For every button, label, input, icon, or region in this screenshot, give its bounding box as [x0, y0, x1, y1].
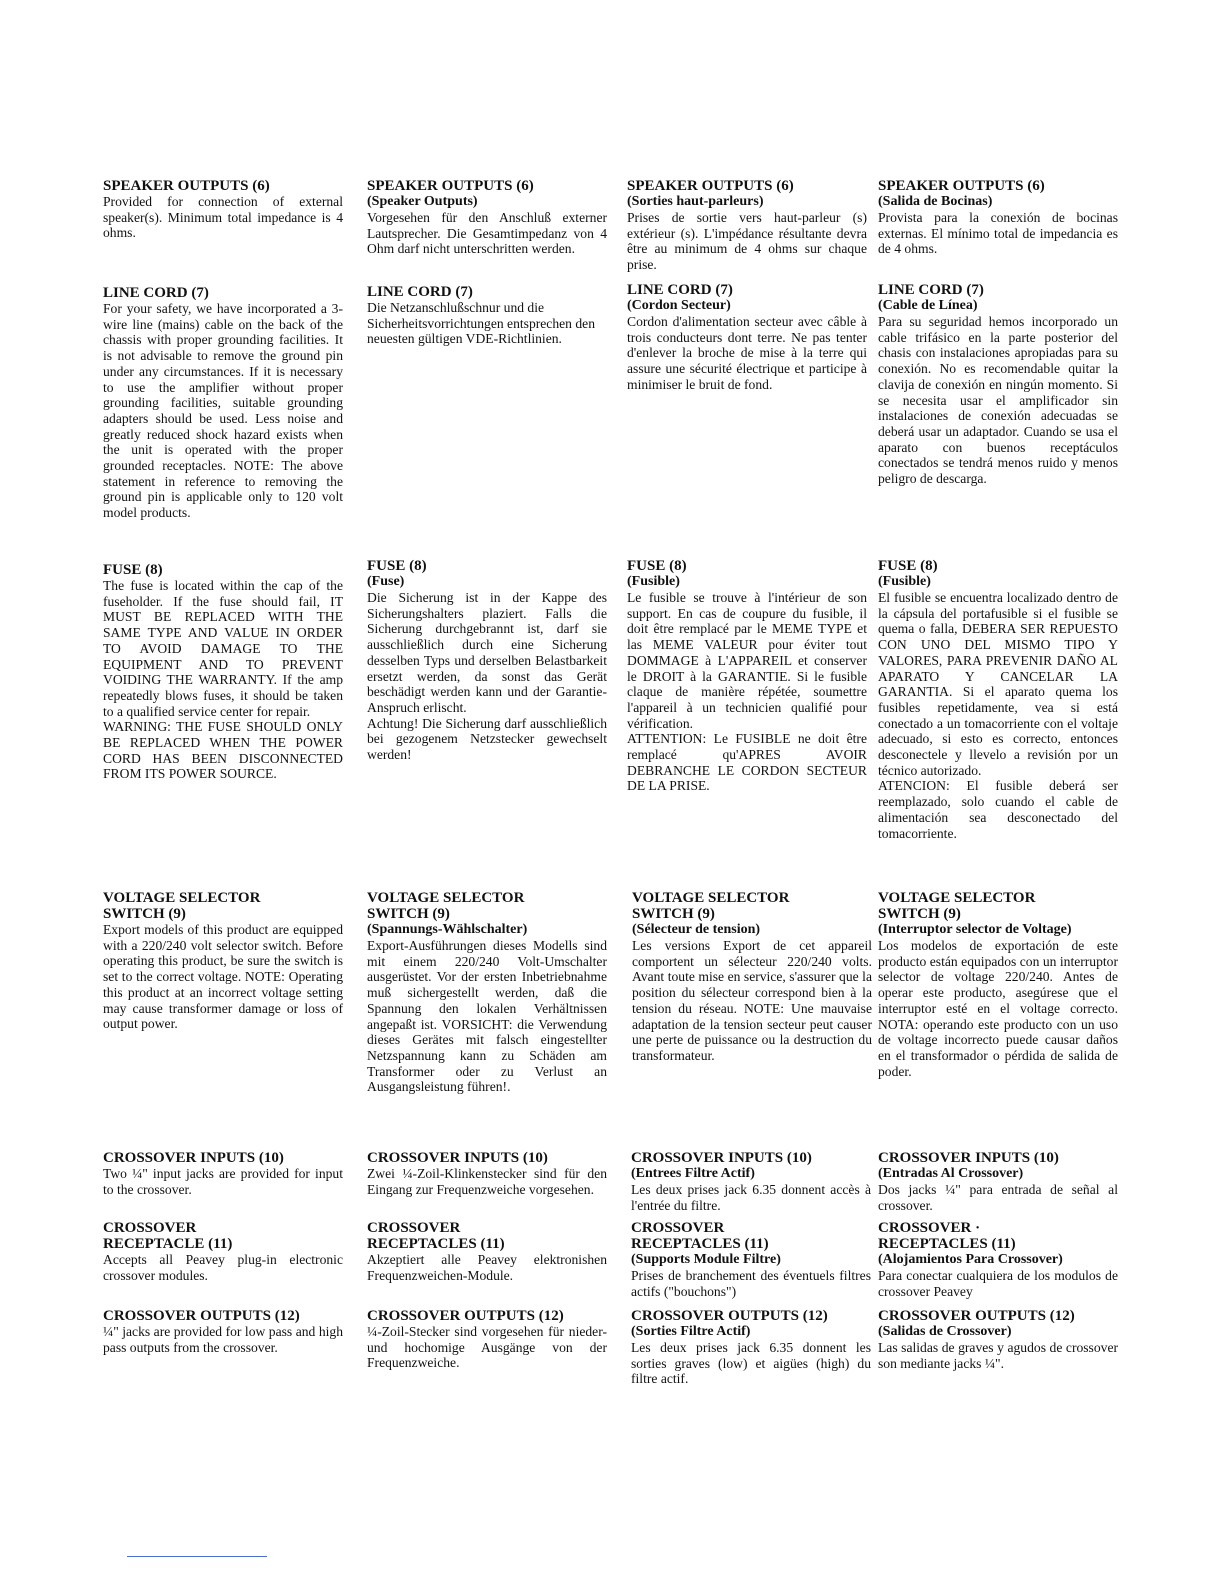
section-title: FUSE (8) [627, 558, 687, 574]
section-title-line2: RECEPTACLES (11) [878, 1236, 1016, 1252]
line-cord-section [103, 285, 343, 521]
section-title-line2: RECEPTACLES (11) [631, 1236, 769, 1252]
section-title-line2: RECEPTACLE (11) [103, 1236, 233, 1252]
section-body: Prises de branchement des éventuels filtres actifs ("bouchons") [631, 1268, 871, 1299]
voltage-selector-section [367, 890, 607, 1095]
section-title: CROSSOVER OUTPUTS (12) [103, 1308, 300, 1324]
section-title: CROSSOVER OUTPUTS (12) [878, 1308, 1075, 1324]
section-body: Export models of this product are equipped with a 220/240 volt selector switch. Before operating this product, be sure the switch is set to the correct voltage. NOTE: Operating this product at an incorrect voltage setting may cause transformer damage or loss of output power. [103, 922, 343, 1032]
section-title-line1: VOLTAGE SELECTOR [632, 890, 790, 906]
section-body: Les deux prises jack 6.35 donnent les sorties graves (low) et aigües (high) du filtre actif. [631, 1340, 871, 1387]
section-title-line2: SWITCH (9) [632, 906, 715, 922]
section-body: Las salidas de graves y agudos de crossover son mediante jacks ¼". [878, 1340, 1118, 1371]
voltage-selector-section [632, 890, 872, 1064]
section-title: FUSE (8) [103, 562, 163, 578]
section-body: Los modelos de exportación de este producto están equipados con un interruptor selector de voltage 220/240. Antes de operar este producto, asegúrese que el interruptor esté en el voltage correcto. NOTA: operando este producto con un uso de voltage incorrecto puede causar daños en el transformador o pérdida de salida de poder. [878, 938, 1118, 1079]
section-title: LINE CORD (7) [627, 282, 733, 298]
section-title: FUSE (8) [878, 558, 938, 574]
section-subtitle: (Entrees Filtre Actif) [631, 1166, 755, 1181]
section-body: Export-Ausführungen dieses Modells sind mit einem 220/240 Volt-Umschalter ausgerüstet. Vor der ersten Inbetriebnahme muß sichergestellt werden, daß die Spannung den lokalen Verhältnissen angepaßt ist. VORSICHT: die Verwendung dieses Gerätes mit falsch eingestellter Netzspannung kann zu Schäden am Transformer oder zu Verlust an Ausgangsleistung führen!. [367, 938, 607, 1095]
section-body: ¼-Zoil-Stecker sind vorgesehen für nieder- und hochomige Ausgänge von der Frequenzweiche. [367, 1324, 607, 1371]
section-subtitle: (Fuse) [367, 574, 405, 589]
section-body: Dos jacks ¼" para entrada de señal al crossover. [878, 1182, 1118, 1213]
section-subtitle: (Fusible) [878, 574, 931, 589]
line-cord-section [627, 282, 867, 393]
crossover-inputs-section [878, 1150, 1118, 1213]
section-title: SPEAKER OUTPUTS (6) [627, 178, 794, 194]
section-title-line1: VOLTAGE SELECTOR [367, 890, 525, 906]
section-body: Prises de sortie vers haut-parleur (s) extérieur (s). L'impédance résultante devra être au minimum de 4 ohms sur chaque prise. [627, 210, 867, 273]
section-subtitle: (Entradas Al Crossover) [878, 1166, 1024, 1181]
section-subtitle: (Salidas de Crossover) [878, 1324, 1012, 1339]
section-body: Two ¼" input jacks are provided for input to the crossover. [103, 1166, 343, 1197]
crossover-receptacle-section [878, 1220, 1118, 1299]
section-title-line1: VOLTAGE SELECTOR [103, 890, 261, 906]
crossover-receptacle-section [103, 1220, 343, 1283]
section-title-line1: CROSSOVER · [878, 1220, 981, 1236]
crossover-receptacle-section [631, 1220, 871, 1299]
section-body: ¼" jacks are provided for low pass and high pass outputs from the crossover. [103, 1324, 343, 1355]
section-title: FUSE (8) [367, 558, 427, 574]
section-title: SPEAKER OUTPUTS (6) [367, 178, 534, 194]
section-body: Die Netzanschlußschnur und die Sicherheitsvorrichtungen entsprechen den neuesten gültigen VDE-Richtlinien. [367, 300, 595, 347]
section-subtitle: (Salida de Bocinas) [878, 194, 993, 209]
section-title-line1: CROSSOVER [103, 1220, 197, 1236]
section-subtitle: (Fusible) [627, 574, 680, 589]
voltage-selector-section [878, 890, 1118, 1079]
footer-divider [127, 1556, 267, 1557]
section-subtitle: (Sorties haut-parleurs) [627, 194, 764, 209]
section-title: CROSSOVER INPUTS (10) [367, 1150, 548, 1166]
crossover-outputs-section [103, 1308, 343, 1355]
line-cord-section [878, 282, 1118, 487]
section-title: CROSSOVER OUTPUTS (12) [367, 1308, 564, 1324]
crossover-inputs-section [103, 1150, 343, 1197]
speaker-outputs-section [627, 178, 867, 273]
crossover-outputs-section [631, 1308, 871, 1387]
section-subtitle: (Interruptor selector de Voltage) [878, 922, 1072, 937]
voltage-selector-section [103, 890, 343, 1032]
line-cord-section [367, 284, 607, 347]
section-body: Provista para la conexión de bocinas externas. El mínimo total de impedancia es de 4 ohms. [878, 210, 1118, 257]
section-title: CROSSOVER OUTPUTS (12) [631, 1308, 828, 1324]
section-title-line2: SWITCH (9) [367, 906, 450, 922]
section-subtitle: (Alojamientos Para Crossover) [878, 1252, 1063, 1267]
section-title: SPEAKER OUTPUTS (6) [103, 178, 270, 194]
speaker-outputs-section [103, 178, 343, 241]
section-body: Cordon d'alimentation secteur avec câble à trois conducteurs dont terre. Ne pas tenter d'enlever la broche de mise à la terre qui assure une sécurité électrique et participe à minimiser le bruit de fond. [627, 314, 867, 392]
section-warning: ATENCION: El fusible deberá ser reemplazado, solo cuando el cable de alimentación sea desconectado del tomacorriente. [878, 778, 1118, 841]
fuse-section [367, 558, 607, 763]
crossover-outputs-section [878, 1308, 1118, 1371]
section-subtitle: (Cordon Secteur) [627, 298, 731, 313]
section-subtitle: (Sélecteur de tension) [632, 922, 761, 937]
section-body: Les versions Export de cet appareil comportent un sélecteur 220/240 volts. Avant toute mise en service, s'assurer que la position du sélecteur correspond bien à la tension du réseau. NOTE: Une mauvaise adaptation de la tension secteur peut causer une perte de puissance ou la destruction du transformateur. [632, 938, 872, 1063]
crossover-inputs-section [367, 1150, 607, 1197]
section-subtitle: (Supports Module Filtre) [631, 1252, 781, 1267]
section-title: LINE CORD (7) [878, 282, 984, 298]
crossover-inputs-section [631, 1150, 871, 1213]
section-subtitle: (Sorties Filtre Actif) [631, 1324, 751, 1339]
section-body: Vorgesehen für den Anschluß externer Lautsprecher. Die Gesamtimpedanz von 4 Ohm darf nicht unterschritten werden. [367, 210, 607, 257]
section-body: The fuse is located within the cap of the fuseholder. If the fuse should fail, IT MUST BE REPLACED WITH THE SAME TYPE AND VALUE IN ORDER TO AVOID DAMAGE TO THE EQUIPMENT AND TO PREVENT VOIDING THE WARRANTY. If the amp repeatedly blows fuses, it should be taken to a qualified service center for repair. [103, 578, 343, 719]
section-body: Akzeptiert alle Peavey elektronishen Frequenzweichen-Module. [367, 1252, 607, 1283]
section-warning: ATTENTION: Le FUSIBLE ne doit être remplacé qu'APRES AVOIR DEBRANCHE LE CORDON SECTEUR DE LA PRISE. [627, 731, 867, 794]
section-body: For your safety, we have incorporated a 3-wire line (mains) cable on the back of the chassis with proper grounding facilities. It is not advisable to remove the ground pin under any circumstances. If it is necessary to use the amplifier without proper grounding facilities, suitable grounding adapters should be used. Less noise and greatly reduced shock hazard exists when the unit is operated with the proper grounded receptacles. NOTE: The above statement in reference to removing the ground pin is applicable only to 120 volt model products. [103, 301, 343, 521]
crossover-receptacle-section [367, 1220, 607, 1283]
section-warning: WARNING: THE FUSE SHOULD ONLY BE REPLACED WHEN THE POWER CORD HAS BEEN DISCONNECTED FROM ITS POWER SOURCE. [103, 719, 343, 782]
section-title-line2: SWITCH (9) [103, 906, 186, 922]
section-body: Para su seguridad hemos incorporado un cable trifásico en la parte posterior del chasis con instalaciones apropiadas para su conexión. No es recomendable quitar la clavija de conexión en ningún momento. Si se necesita usar el amplificador sin instalaciones de conexión adecuadas se deberá usar un adaptador. Cuando se usa el aparato con buenos receptáculos conectados se tendrá menos ruido y menos peligro de descarga. [878, 314, 1118, 487]
section-title-line1: CROSSOVER [367, 1220, 461, 1236]
section-title: CROSSOVER INPUTS (10) [631, 1150, 812, 1166]
section-body: Die Sicherung ist in der Kappe des Sicherungshalters plaziert. Falls die Sicherung durchgebrannt ist, darf sie ausschließlich durch eine Sicherung desselben Typs und derselben Belastbarkeit ersetzt werden, da sonst das Gerät beschädigt werden kann und der Garantie-Anspruch erlischt. [367, 590, 607, 715]
section-subtitle: (Speaker Outputs) [367, 194, 478, 209]
section-body: Accepts all Peavey plug-in electronic crossover modules. [103, 1252, 343, 1283]
section-body: Les deux prises jack 6.35 donnent accès à l'entrée du filtre. [631, 1182, 871, 1213]
section-body: El fusible se encuentra localizado dentro de la cápsula del portafusible si el fusible se quema o falla, DEBERA SER REPUESTO CON UNO DEL MISMO TIPO Y VALORES, PARA PREVENIR DAÑO AL APARATO Y CANCELAR LA GARANTIA. Si el aparato quema los fusibles repetidamente, vea si está conectado a un tomacorriente con el voltaje adecuado, si esto es correcto, entonces desconectele y llevelo a revisión por un técnico autorizado. [878, 590, 1118, 778]
section-title-line2: RECEPTACLES (11) [367, 1236, 505, 1252]
section-title-line1: VOLTAGE SELECTOR [878, 890, 1036, 906]
fuse-section [627, 558, 867, 794]
section-title: LINE CORD (7) [103, 285, 209, 301]
section-title-line2: SWITCH (9) [878, 906, 961, 922]
section-title: CROSSOVER INPUTS (10) [878, 1150, 1059, 1166]
section-body: Zwei ¼-Zoil-Klinkenstecker sind für den Eingang zur Frequenzweiche vorgesehen. [367, 1166, 607, 1197]
fuse-section [103, 562, 343, 782]
section-body: Para conectar cualquiera de los modulos de crossover Peavey [878, 1268, 1118, 1299]
section-title: LINE CORD (7) [367, 284, 473, 300]
section-title: CROSSOVER INPUTS (10) [103, 1150, 284, 1166]
crossover-outputs-section [367, 1308, 607, 1371]
section-title: SPEAKER OUTPUTS (6) [878, 178, 1045, 194]
speaker-outputs-section [367, 178, 607, 257]
speaker-outputs-section [878, 178, 1118, 257]
section-body: Le fusible se trouve à l'intérieur de son support. En cas de coupure du fusible, il doit être remplacé par le MEME TYPE et las MEME VALEUR pour éviter tout DOMMAGE à L'APPAREIL et conserver le DROIT à la GARANTIE. Si le fusible claque de manière répétée, soumettre l'appareil à un technicien qualifié pour vérification. [627, 590, 867, 731]
section-subtitle: (Cable de Línea) [878, 298, 978, 313]
fuse-section [878, 558, 1118, 841]
section-warning: Achtung! Die Sicherung darf ausschließlich bei gezogenem Netzstecker gewechselt werden! [367, 715, 607, 763]
section-subtitle: (Spannungs-Wählschalter) [367, 922, 528, 937]
section-body: Provided for connection of external speaker(s). Minimum total impedance is 4 ohms. [103, 194, 343, 241]
section-title-line1: CROSSOVER [631, 1220, 725, 1236]
